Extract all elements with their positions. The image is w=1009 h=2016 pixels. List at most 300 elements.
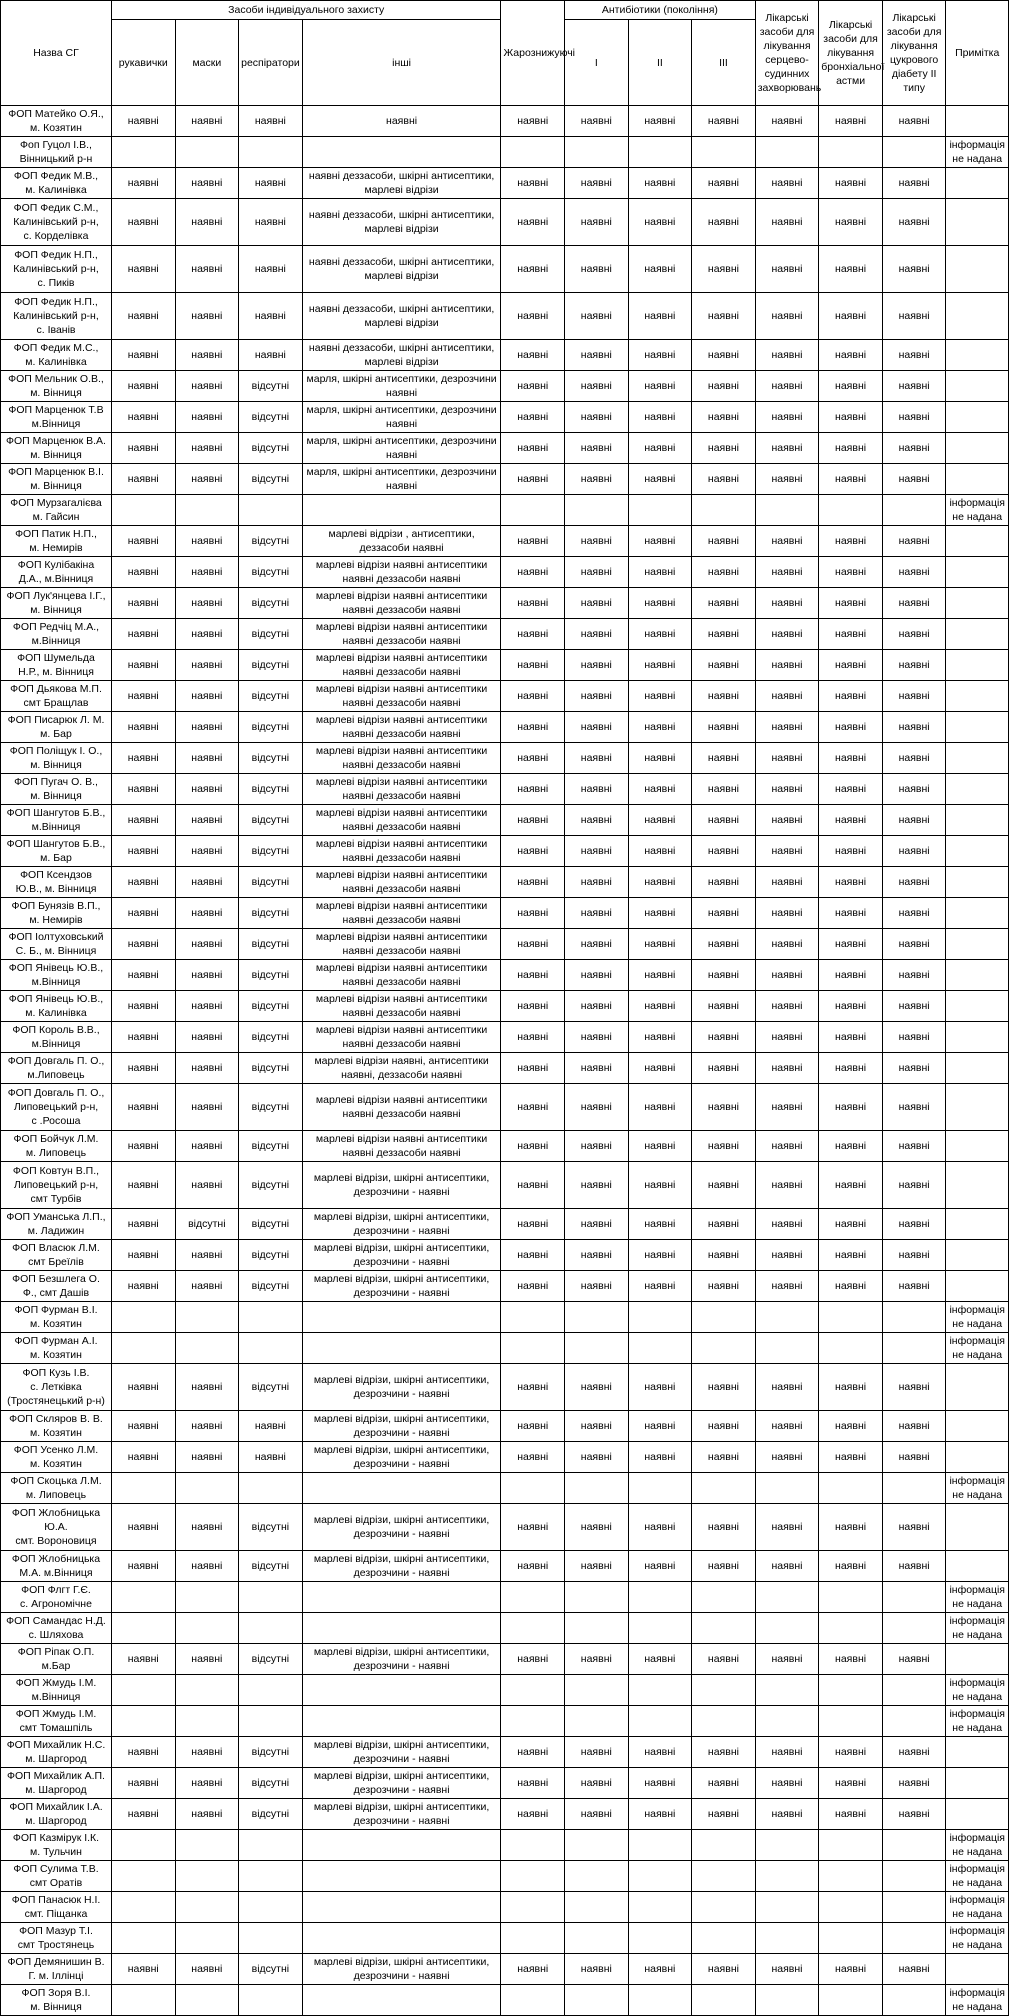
antibiotic-2-cell: наявні bbox=[628, 898, 692, 929]
asthma-cell: наявні bbox=[819, 1240, 883, 1271]
diabetes-cell: наявні bbox=[882, 246, 946, 293]
note-cell: інформація не надана bbox=[946, 1706, 1009, 1737]
antibiotic-1-cell: наявні bbox=[565, 774, 629, 805]
antibiotic-2-cell: наявні bbox=[628, 650, 692, 681]
asthma-cell: наявні bbox=[819, 867, 883, 898]
antibiotic-3-cell: наявні bbox=[692, 1954, 756, 1985]
diabetes-cell: наявні bbox=[882, 1209, 946, 1240]
antibiotic-2-cell bbox=[628, 1613, 692, 1644]
masks-cell: наявні bbox=[175, 929, 239, 960]
diabetes-cell: наявні bbox=[882, 1644, 946, 1675]
supplier-name: ФОП Дьякова М.П. смт Бращлав bbox=[1, 681, 112, 712]
table-row bbox=[1, 1504, 1009, 1551]
antibiotic-2-cell: наявні bbox=[628, 526, 692, 557]
antipyretics-cell: наявні bbox=[501, 1504, 565, 1551]
antipyretics-cell: наявні bbox=[501, 1364, 565, 1411]
asthma-cell bbox=[819, 1582, 883, 1613]
supplier-name: ФОП Демянишин В. Г. м. Іллінці bbox=[1, 1954, 112, 1985]
antipyretics-cell bbox=[501, 1473, 565, 1504]
antipyretics-cell: наявні bbox=[501, 1799, 565, 1830]
masks-cell: наявні bbox=[175, 1442, 239, 1473]
respirators-cell: наявні bbox=[239, 246, 303, 293]
respirators-cell: відсутні bbox=[239, 960, 303, 991]
supplier-name: ФОП Мельник О.В., м. Вінниця bbox=[1, 371, 112, 402]
header-antibiotics-group: Антибіотики (покоління) bbox=[565, 1, 756, 20]
antipyretics-cell bbox=[501, 1830, 565, 1861]
cardio-cell: наявні bbox=[755, 1084, 819, 1131]
masks-cell: наявні bbox=[175, 1737, 239, 1768]
supplier-name: ФОП Іолтуховський С. Б., м. Вінниця bbox=[1, 929, 112, 960]
table-row bbox=[1, 1551, 1009, 1582]
cardio-cell bbox=[755, 1861, 819, 1892]
antibiotic-1-cell: наявні bbox=[565, 1799, 629, 1830]
supplier-name: ФОП Безшлега О. Ф., смт Дашів bbox=[1, 1271, 112, 1302]
antibiotic-3-cell: наявні bbox=[692, 1053, 756, 1084]
respirators-cell: відсутні bbox=[239, 1162, 303, 1209]
asthma-cell: наявні bbox=[819, 681, 883, 712]
table-row bbox=[1, 1333, 1009, 1364]
antibiotic-2-cell: наявні bbox=[628, 1737, 692, 1768]
asthma-cell: наявні bbox=[819, 1768, 883, 1799]
cardio-cell: наявні bbox=[755, 960, 819, 991]
note-cell bbox=[946, 712, 1009, 743]
asthma-cell: наявні bbox=[819, 991, 883, 1022]
gloves-cell: наявні bbox=[111, 650, 175, 681]
antibiotic-3-cell: наявні bbox=[692, 1364, 756, 1411]
masks-cell: наявні bbox=[175, 867, 239, 898]
masks-cell: наявні bbox=[175, 991, 239, 1022]
antibiotic-3-cell: наявні bbox=[692, 743, 756, 774]
gloves-cell: наявні bbox=[111, 588, 175, 619]
asthma-cell: наявні bbox=[819, 1504, 883, 1551]
antipyretics-cell: наявні bbox=[501, 712, 565, 743]
antibiotic-3-cell: наявні bbox=[692, 1799, 756, 1830]
cardio-cell: наявні bbox=[755, 433, 819, 464]
other-cell: марлеві відрізи, шкірні антисептики, дезрозчини - наявні bbox=[302, 1799, 501, 1830]
cardio-cell: наявні bbox=[755, 1022, 819, 1053]
respirators-cell bbox=[239, 1706, 303, 1737]
table-row bbox=[1, 371, 1009, 402]
diabetes-cell: наявні bbox=[882, 898, 946, 929]
note-cell bbox=[946, 743, 1009, 774]
gloves-cell bbox=[111, 1923, 175, 1954]
antibiotic-2-cell bbox=[628, 495, 692, 526]
antipyretics-cell bbox=[501, 1613, 565, 1644]
asthma-cell: наявні bbox=[819, 1411, 883, 1442]
antibiotic-1-cell: наявні bbox=[565, 1504, 629, 1551]
gloves-cell: наявні bbox=[111, 1271, 175, 1302]
other-cell: марлеві відрізи наявні, антисептики наявні, деззасоби наявні bbox=[302, 1053, 501, 1084]
asthma-cell: наявні bbox=[819, 557, 883, 588]
table-row bbox=[1, 1442, 1009, 1473]
cardio-cell: наявні bbox=[755, 1442, 819, 1473]
antibiotic-2-cell: наявні bbox=[628, 743, 692, 774]
masks-cell: наявні bbox=[175, 588, 239, 619]
antibiotic-1-cell: наявні bbox=[565, 1442, 629, 1473]
cardio-cell bbox=[755, 495, 819, 526]
masks-cell: наявні bbox=[175, 743, 239, 774]
respirators-cell bbox=[239, 1892, 303, 1923]
asthma-cell: наявні bbox=[819, 464, 883, 495]
cardio-cell: наявні bbox=[755, 340, 819, 371]
table-row bbox=[1, 867, 1009, 898]
supplier-name: ФОП Марценюк Т.В м.Вінниця bbox=[1, 402, 112, 433]
note-cell bbox=[946, 1954, 1009, 1985]
other-cell: марлеві відрізи, шкірні антисептики, дезрозчини - наявні bbox=[302, 1768, 501, 1799]
other-cell: марлеві відрізи, шкірні антисептики, дезрозчини - наявні bbox=[302, 1162, 501, 1209]
note-cell bbox=[946, 1737, 1009, 1768]
cardio-cell: наявні bbox=[755, 991, 819, 1022]
antibiotic-2-cell: наявні bbox=[628, 1504, 692, 1551]
diabetes-cell: наявні bbox=[882, 650, 946, 681]
antipyretics-cell: наявні bbox=[501, 991, 565, 1022]
respirators-cell: наявні bbox=[239, 340, 303, 371]
other-cell: марлеві відрізи, шкірні антисептики, дезрозчини - наявні bbox=[302, 1954, 501, 1985]
gloves-cell bbox=[111, 137, 175, 168]
asthma-cell bbox=[819, 1892, 883, 1923]
masks-cell: наявні bbox=[175, 619, 239, 650]
supplier-name: Фоп Гуцол І.В., Вінницький р-н bbox=[1, 137, 112, 168]
respirators-cell: відсутні bbox=[239, 836, 303, 867]
supplier-name: ФОП Поліщук І. О., м. Вінниця bbox=[1, 743, 112, 774]
other-cell bbox=[302, 1613, 501, 1644]
antibiotic-1-cell: наявні bbox=[565, 929, 629, 960]
antipyretics-cell bbox=[501, 1333, 565, 1364]
table-row bbox=[1, 1582, 1009, 1613]
antibiotic-2-cell: наявні bbox=[628, 371, 692, 402]
antibiotic-2-cell: наявні bbox=[628, 867, 692, 898]
gloves-cell: наявні bbox=[111, 433, 175, 464]
supplier-name: ФОП Михайлик І.А. м. Шаргород bbox=[1, 1799, 112, 1830]
masks-cell: наявні bbox=[175, 1271, 239, 1302]
antibiotic-2-cell bbox=[628, 1706, 692, 1737]
cardio-cell: наявні bbox=[755, 246, 819, 293]
asthma-cell: наявні bbox=[819, 246, 883, 293]
gloves-cell: наявні bbox=[111, 293, 175, 340]
antibiotic-3-cell: наявні bbox=[692, 588, 756, 619]
table-row bbox=[1, 619, 1009, 650]
asthma-cell: наявні bbox=[819, 650, 883, 681]
masks-cell: наявні bbox=[175, 1504, 239, 1551]
antibiotic-2-cell: наявні bbox=[628, 1442, 692, 1473]
supplier-name: ФОП Янівець Ю.В., м. Калинівка bbox=[1, 991, 112, 1022]
respirators-cell: відсутні bbox=[239, 371, 303, 402]
supplier-name: ФОП Фурман В.І. м. Козятин bbox=[1, 1302, 112, 1333]
other-cell: марлеві відрізи, шкірні антисептики, дезрозчини - наявні bbox=[302, 1411, 501, 1442]
antibiotic-1-cell: наявні bbox=[565, 681, 629, 712]
antibiotic-1-cell bbox=[565, 1582, 629, 1613]
table-row bbox=[1, 1830, 1009, 1861]
header-ab2: II bbox=[628, 20, 692, 106]
antibiotic-3-cell bbox=[692, 1302, 756, 1333]
supplier-name: ФОП Шангутов Б.В., м. Бар bbox=[1, 836, 112, 867]
antibiotic-3-cell: наявні bbox=[692, 681, 756, 712]
cardio-cell: наявні bbox=[755, 1768, 819, 1799]
note-cell: інформація не надана bbox=[946, 1985, 1009, 2016]
gloves-cell bbox=[111, 1675, 175, 1706]
antibiotic-2-cell: наявні bbox=[628, 1364, 692, 1411]
table-row bbox=[1, 1954, 1009, 1985]
table-row bbox=[1, 1892, 1009, 1923]
note-cell bbox=[946, 1084, 1009, 1131]
supplier-name: ФОП Михайлик Н.С. м. Шаргород bbox=[1, 1737, 112, 1768]
gloves-cell: наявні bbox=[111, 1053, 175, 1084]
cardio-cell: наявні bbox=[755, 106, 819, 137]
supplier-name: ФОП Ковтун В.П., Липовецький р-н, смт Турбів bbox=[1, 1162, 112, 1209]
gloves-cell: наявні bbox=[111, 464, 175, 495]
antipyretics-cell: наявні bbox=[501, 1737, 565, 1768]
antipyretics-cell bbox=[501, 137, 565, 168]
antibiotic-1-cell bbox=[565, 1675, 629, 1706]
antibiotic-3-cell bbox=[692, 1985, 756, 2016]
masks-cell: наявні bbox=[175, 650, 239, 681]
diabetes-cell bbox=[882, 1675, 946, 1706]
antipyretics-cell: наявні bbox=[501, 960, 565, 991]
antibiotic-3-cell bbox=[692, 1613, 756, 1644]
diabetes-cell: наявні bbox=[882, 1799, 946, 1830]
note-cell bbox=[946, 1240, 1009, 1271]
other-cell: марлеві відрізи наявні антисептики наявні деззасоби наявні bbox=[302, 588, 501, 619]
antibiotic-2-cell: наявні bbox=[628, 991, 692, 1022]
table-row bbox=[1, 929, 1009, 960]
other-cell: марлеві відрізи наявні антисептики наявні деззасоби наявні bbox=[302, 898, 501, 929]
diabetes-cell: наявні bbox=[882, 1737, 946, 1768]
cardio-cell: наявні bbox=[755, 464, 819, 495]
antibiotic-3-cell bbox=[692, 1923, 756, 1954]
masks-cell: наявні bbox=[175, 1022, 239, 1053]
note-cell bbox=[946, 464, 1009, 495]
antibiotic-2-cell: наявні bbox=[628, 1053, 692, 1084]
cardio-cell: наявні bbox=[755, 526, 819, 557]
respirators-cell: відсутні bbox=[239, 805, 303, 836]
table-row bbox=[1, 991, 1009, 1022]
antipyretics-cell: наявні bbox=[501, 588, 565, 619]
respirators-cell: відсутні bbox=[239, 929, 303, 960]
asthma-cell: наявні bbox=[819, 526, 883, 557]
antipyretics-cell: наявні bbox=[501, 526, 565, 557]
supplier-name: ФОП Самандас Н.Д. с. Шляхова bbox=[1, 1613, 112, 1644]
gloves-cell bbox=[111, 1582, 175, 1613]
antibiotic-2-cell: наявні bbox=[628, 1162, 692, 1209]
supplier-name: ФОП Лук'янцева І.Г., м. Вінниця bbox=[1, 588, 112, 619]
gloves-cell: наявні bbox=[111, 1162, 175, 1209]
antibiotic-3-cell: наявні bbox=[692, 898, 756, 929]
gloves-cell bbox=[111, 1830, 175, 1861]
gloves-cell bbox=[111, 1985, 175, 2016]
supplier-name: ФОП Янівець Ю.В., м.Вінниця bbox=[1, 960, 112, 991]
diabetes-cell: наявні bbox=[882, 929, 946, 960]
respirators-cell bbox=[239, 1675, 303, 1706]
table-row bbox=[1, 712, 1009, 743]
antibiotic-2-cell: наявні bbox=[628, 836, 692, 867]
other-cell: наявні деззасоби, шкірні антисептики, марлеві відрізи bbox=[302, 199, 501, 246]
antibiotic-1-cell: наявні bbox=[565, 1131, 629, 1162]
supplier-name: ФОП Жлобницька М.А. м.Вінниця bbox=[1, 1551, 112, 1582]
antibiotic-3-cell: наявні bbox=[692, 1644, 756, 1675]
other-cell: марлеві відрізи наявні антисептики наявні деззасоби наявні bbox=[302, 1084, 501, 1131]
other-cell: марлеві відрізи наявні антисептики наявні деззасоби наявні bbox=[302, 681, 501, 712]
gloves-cell: наявні bbox=[111, 774, 175, 805]
antipyretics-cell: наявні bbox=[501, 464, 565, 495]
respirators-cell: відсутні bbox=[239, 1799, 303, 1830]
cardio-cell bbox=[755, 1923, 819, 1954]
antibiotic-3-cell: наявні bbox=[692, 464, 756, 495]
antibiotic-3-cell: наявні bbox=[692, 867, 756, 898]
antipyretics-cell: наявні bbox=[501, 898, 565, 929]
gloves-cell: наявні bbox=[111, 1240, 175, 1271]
table-row bbox=[1, 340, 1009, 371]
antibiotic-1-cell: наявні bbox=[565, 836, 629, 867]
other-cell: марлеві відрізи наявні антисептики наявні деззасоби наявні bbox=[302, 743, 501, 774]
table-row bbox=[1, 805, 1009, 836]
masks-cell bbox=[175, 1861, 239, 1892]
asthma-cell: наявні bbox=[819, 340, 883, 371]
antibiotic-1-cell: наявні bbox=[565, 340, 629, 371]
diabetes-cell: наявні bbox=[882, 588, 946, 619]
antibiotic-2-cell bbox=[628, 1582, 692, 1613]
supplier-name: ФОП Марценюк В.А. м. Вінниця bbox=[1, 433, 112, 464]
masks-cell: наявні bbox=[175, 1411, 239, 1442]
respirators-cell bbox=[239, 1473, 303, 1504]
antipyretics-cell: наявні bbox=[501, 402, 565, 433]
antibiotic-2-cell: наявні bbox=[628, 681, 692, 712]
diabetes-cell: наявні bbox=[882, 199, 946, 246]
antibiotic-2-cell bbox=[628, 1861, 692, 1892]
diabetes-cell: наявні bbox=[882, 168, 946, 199]
supplier-name: ФОП Усенко Л.М. м. Козятин bbox=[1, 1442, 112, 1473]
diabetes-cell: наявні bbox=[882, 1271, 946, 1302]
note-cell bbox=[946, 526, 1009, 557]
antipyretics-cell bbox=[501, 1675, 565, 1706]
cardio-cell bbox=[755, 1333, 819, 1364]
table-row bbox=[1, 1131, 1009, 1162]
table-row bbox=[1, 1302, 1009, 1333]
antipyretics-cell: наявні bbox=[501, 1411, 565, 1442]
cardio-cell: наявні bbox=[755, 199, 819, 246]
diabetes-cell: наявні bbox=[882, 1551, 946, 1582]
header-antipyretics: Жарознижуючі bbox=[501, 1, 565, 106]
antibiotic-2-cell bbox=[628, 1675, 692, 1706]
antibiotic-3-cell: наявні bbox=[692, 340, 756, 371]
cardio-cell: наявні bbox=[755, 1954, 819, 1985]
other-cell: марля, шкірні антисептики, дезрозчини наявні bbox=[302, 464, 501, 495]
cardio-cell: наявні bbox=[755, 1551, 819, 1582]
masks-cell: наявні bbox=[175, 681, 239, 712]
gloves-cell: наявні bbox=[111, 898, 175, 929]
masks-cell: наявні bbox=[175, 898, 239, 929]
respirators-cell: відсутні bbox=[239, 433, 303, 464]
antipyretics-cell: наявні bbox=[501, 681, 565, 712]
antipyretics-cell: наявні bbox=[501, 1209, 565, 1240]
masks-cell: наявні bbox=[175, 960, 239, 991]
note-cell bbox=[946, 774, 1009, 805]
antipyretics-cell bbox=[501, 1706, 565, 1737]
diabetes-cell: наявні bbox=[882, 1442, 946, 1473]
note-cell bbox=[946, 106, 1009, 137]
antibiotic-1-cell: наявні bbox=[565, 293, 629, 340]
antipyretics-cell: наявні bbox=[501, 1084, 565, 1131]
antipyretics-cell bbox=[501, 495, 565, 526]
gloves-cell: наявні bbox=[111, 1737, 175, 1768]
antibiotic-3-cell: наявні bbox=[692, 1442, 756, 1473]
diabetes-cell bbox=[882, 1830, 946, 1861]
table-row bbox=[1, 681, 1009, 712]
antipyretics-cell: наявні bbox=[501, 106, 565, 137]
diabetes-cell: наявні bbox=[882, 836, 946, 867]
table-row bbox=[1, 1271, 1009, 1302]
antibiotic-1-cell: наявні bbox=[565, 1240, 629, 1271]
note-cell bbox=[946, 1411, 1009, 1442]
gloves-cell: наявні bbox=[111, 1799, 175, 1830]
table-row bbox=[1, 1209, 1009, 1240]
respirators-cell: відсутні bbox=[239, 619, 303, 650]
antibiotic-3-cell: наявні bbox=[692, 774, 756, 805]
respirators-cell: відсутні bbox=[239, 1131, 303, 1162]
antibiotic-2-cell: наявні bbox=[628, 1768, 692, 1799]
other-cell: марлеві відрізи наявні антисептики наявні деззасоби наявні bbox=[302, 619, 501, 650]
diabetes-cell: наявні bbox=[882, 1022, 946, 1053]
asthma-cell: наявні bbox=[819, 805, 883, 836]
antibiotic-1-cell bbox=[565, 1923, 629, 1954]
antipyretics-cell: наявні bbox=[501, 836, 565, 867]
gloves-cell: наявні bbox=[111, 1411, 175, 1442]
antibiotic-2-cell: наявні bbox=[628, 433, 692, 464]
other-cell: марлеві відрізи, шкірні антисептики, дезрозчини - наявні bbox=[302, 1240, 501, 1271]
cardio-cell bbox=[755, 1830, 819, 1861]
note-cell bbox=[946, 650, 1009, 681]
other-cell: марлеві відрізи наявні антисептики наявні деззасоби наявні bbox=[302, 805, 501, 836]
gloves-cell: наявні bbox=[111, 1644, 175, 1675]
table-row bbox=[1, 1861, 1009, 1892]
gloves-cell: наявні bbox=[111, 1209, 175, 1240]
note-cell bbox=[946, 1768, 1009, 1799]
cardio-cell bbox=[755, 1706, 819, 1737]
respirators-cell: відсутні bbox=[239, 743, 303, 774]
antibiotic-3-cell: наявні bbox=[692, 712, 756, 743]
antibiotic-2-cell bbox=[628, 1923, 692, 1954]
diabetes-cell: наявні bbox=[882, 402, 946, 433]
masks-cell bbox=[175, 1582, 239, 1613]
masks-cell: наявні bbox=[175, 246, 239, 293]
respirators-cell: відсутні bbox=[239, 1504, 303, 1551]
diabetes-cell: наявні bbox=[882, 774, 946, 805]
note-cell bbox=[946, 1162, 1009, 1209]
asthma-cell bbox=[819, 1985, 883, 2016]
respirators-cell: відсутні bbox=[239, 1022, 303, 1053]
cardio-cell: наявні bbox=[755, 836, 819, 867]
other-cell bbox=[302, 1861, 501, 1892]
antipyretics-cell: наявні bbox=[501, 1022, 565, 1053]
antibiotic-1-cell bbox=[565, 137, 629, 168]
masks-cell: наявні bbox=[175, 774, 239, 805]
cardio-cell: наявні bbox=[755, 898, 819, 929]
supplier-name: ФОП Федик С.М., Калинівський р-н, с. Корделівка bbox=[1, 199, 112, 246]
diabetes-cell bbox=[882, 137, 946, 168]
respirators-cell bbox=[239, 1923, 303, 1954]
gloves-cell: наявні bbox=[111, 991, 175, 1022]
respirators-cell: відсутні bbox=[239, 774, 303, 805]
table-row bbox=[1, 1053, 1009, 1084]
masks-cell: наявні bbox=[175, 1954, 239, 1985]
cardio-cell: наявні bbox=[755, 1162, 819, 1209]
respirators-cell: відсутні bbox=[239, 1737, 303, 1768]
cardio-cell: наявні bbox=[755, 619, 819, 650]
asthma-cell: наявні bbox=[819, 1209, 883, 1240]
cardio-cell: наявні bbox=[755, 1053, 819, 1084]
cardio-cell: наявні bbox=[755, 681, 819, 712]
antipyretics-cell: наявні bbox=[501, 340, 565, 371]
other-cell: марля, шкірні антисептики, дезрозчини наявні bbox=[302, 433, 501, 464]
